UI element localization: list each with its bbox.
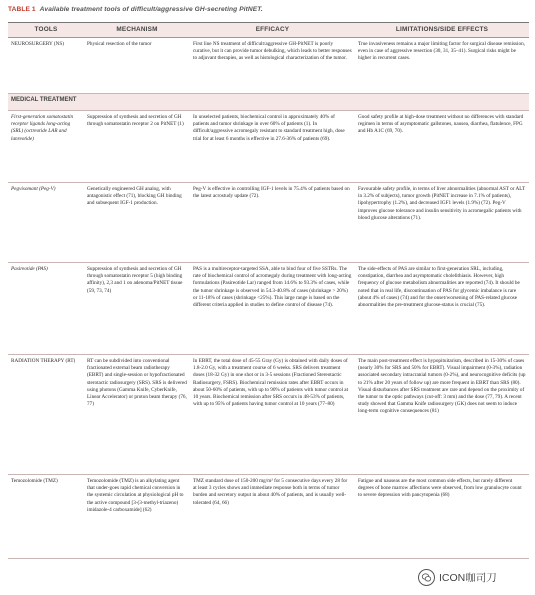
efficacy-cell: In unselected patients, biochemical control in approximately 40% of patients and tumor shrinkage in over 60% of patients (1). In difficult/aggressive acromegaly resistant to standard treatment high, dose trial for at least 6 months is effective in 27.6-36% of patients (69). (190, 111, 355, 183)
watermark-text: ICON咖司刀 (439, 571, 497, 584)
mechanism-cell: Genetically engineered GH analog, with antagonistic effect (71), blocking GH binding and subsequent IGF-1 production. (84, 183, 190, 263)
efficacy-cell: PAS is a multireceptor-targeted SSA, able to bind four of five SSTRs. The rate of biochemical control of acromegaly during treatment with long-acting formulations (Pasireotide Lar) ranged from 14.6% to 93.3% of cases, while the tumor shrinkage is observed in 54.3-40.8% of cases (shrinkage > 20%) or 11-18% of cases (shrinkage <25%). This large range is based on the different criteria applied in studies to define control of disease (74). (190, 263, 355, 355)
mechanism-cell: RT can be subdivided into conventional fractionated external beam radiotherapy (EBRT) and single-session or hypofractionated sterotactic radiosurgery (SRS). SRS is delivered using photons (Gamma Knife, CyberKnife, Linear Accelerator) or proton beam therapy (76, 77) (84, 355, 190, 475)
table-row (8, 38, 529, 94)
tool-cell: Pasireotide (PAS) (8, 263, 84, 355)
limitations-cell: True invasiveness remains a major limiting factor for surgical disease remission, even in case of aggressive resection (30, 31, 35–41). Surgical risks might be higher in recurrent cases. (355, 38, 529, 94)
tool-cell: First-generation somatostatin receptor ligands long-acting (SRL) (octreotide LAR and lanreotide) (8, 111, 84, 183)
tool-cell: Temozolomide (TMZ) (8, 475, 84, 559)
tool-cell: NEUROSURGERY (NS) (8, 38, 84, 94)
mechanism-cell: Suppression of synthesis and secretion of GH through somatostatin receptor 5 (high binding affinity), 2,3 and 1 on adenoma/PitNET tissue (59, 73, 74) (84, 263, 190, 355)
table-row (8, 111, 529, 183)
treatment-table (8, 22, 529, 559)
table-label: TABLE 1 (8, 6, 36, 13)
mechanism-cell: Suppression of synthesis and secretion of GH through somatostatin receptor 2 on PitNET (1) (84, 111, 190, 183)
watermark (418, 566, 530, 588)
efficacy-cell: TMZ standard dose of 150-200 mg/m² for 5 consecutive days every 28 for at least 3 cycles shows and immediate response both in terms of tumor burden and secretory output in about 40% of patients, and is usually well-tolerated (64, 66) (190, 475, 355, 559)
limitations-cell: The main post-treatment effect is hypopituitarism, described in 15-30% of cases (nearly 30% for SRS and 50% for EBRT). Visual impairment (0-3%), radiation associated secondary intracranial tumors (0-2%), and neurocognitive deficits (up to 21% after 20 years of follow up) are more frequent in EBRT than SRS (80). Visual disturbances after SRS treatment are rare and depend on the proximity of the tumor to the optic pathways (cut-off: 3 mm) and the dose (77, 79). A recent study showed that Gamma Knife radiosurgery (GK) does not seem to induce long-term cognitive consequences (81) (355, 355, 529, 475)
table-row (8, 263, 529, 355)
header-limitations: LIMITATIONS/SIDE EFFECTS (355, 23, 529, 38)
header-tools: TOOLS (8, 23, 84, 38)
mechanism-cell: Physical resection of the tumor (84, 38, 190, 94)
efficacy-cell: Peg-V is effective in controlling IGF-1 levels in 75.4% of patients based on the latest acrostudy update (72). (190, 183, 355, 263)
table-row (8, 355, 529, 475)
table-caption: Available treatment tools of difficult/aggressive GH-secreting PitNET. (39, 6, 263, 13)
limitations-cell: Favourable safety profile, in terms of liver abnormalities (abnormal AST or ALT in 3.2% of subjects), tumor growth (PitNET increase in 7.1% of patients), lipohypertrophy (1.2%), and decreased IGF1 levels (1.9%) (72). Peg-V improves glucose tolerance and insulin sensitivity in acromegalic patients with blood glucose alterations (71). (355, 183, 529, 263)
tool-cell: RADIATION THERAPY (RT) (8, 355, 84, 475)
efficacy-cell: In EBRT, the total dose of 45-55 Gray (Gy) is obtained with daily doses of 1.8-2.0 Gy, with a treatment course of 6 weeks. SRS delivers treatment doses (18-32 Gy) in one shot or in 3-5 sessions (Fractioned Stereotactic Radiosurgery, FSRS). Biochemical remission rates after EBRT occurs in about 50-60% of patients, with up to 90% of patients with tumor control at 10 years. Biochemical remission after SRS occurs in 48-53% of patients, with up to 95% of patients having tumor control at 10 years (77–80) (190, 355, 355, 475)
mechanism-cell: Temozolomide (TMZ) is an alkylating agent that under-goes rapid chemical conversion in the systemic circulation at physiological pH to the active compound [3-(3-methyl-triazeno) imidazole-4 carboxamide] (62) (84, 475, 190, 559)
table-header-row (8, 23, 529, 38)
section-title: MEDICAL TREATMENT (8, 94, 529, 111)
limitations-cell: Good safety profile at high-dose treatment without no differences with standard regimen in terms of asymptomatic gallstones, nausea, diarrhea, flatulence, FPG and Hb A1C (69, 70). (355, 111, 529, 183)
tool-cell: Pegvisomant (Peg-V) (8, 183, 84, 263)
header-mechanism: MECHANISM (84, 23, 190, 38)
section-row (8, 94, 529, 111)
limitations-cell: The side-effects of PAS are similar to first-generation SRL, including, constipation, diarrhea and asymptomatic cholelithiasis. However, high frequency of glucose metabolism abnormalities are reported (74). It should be noted that in real life, discontinuation of PAS for glycemic imbalance is rare (about 4% of cases) (74) and for the onset/worsening of PAS-related glucose abnormalities the pre-treatment glucose-status is crucial (75). (355, 263, 529, 355)
table-row (8, 475, 529, 559)
table-title (8, 6, 528, 13)
table-row (8, 183, 529, 263)
header-efficacy: EFFICACY (190, 23, 355, 38)
wechat-icon (418, 569, 435, 586)
efficacy-cell: First line NS treatment of difficult/aggressive GH-PitNET is poorly curative, but it can provide tumor debulking, which leads to better responses to adjuvant therapies, as well as histological characterization of the tumor. (190, 38, 355, 94)
limitations-cell: Fatigue and nauseas are the most common side effects, but rarely different degrees of bone marrow affections were observed, from low granulocyte count to severe depression with pancytopenia (68) (355, 475, 529, 559)
